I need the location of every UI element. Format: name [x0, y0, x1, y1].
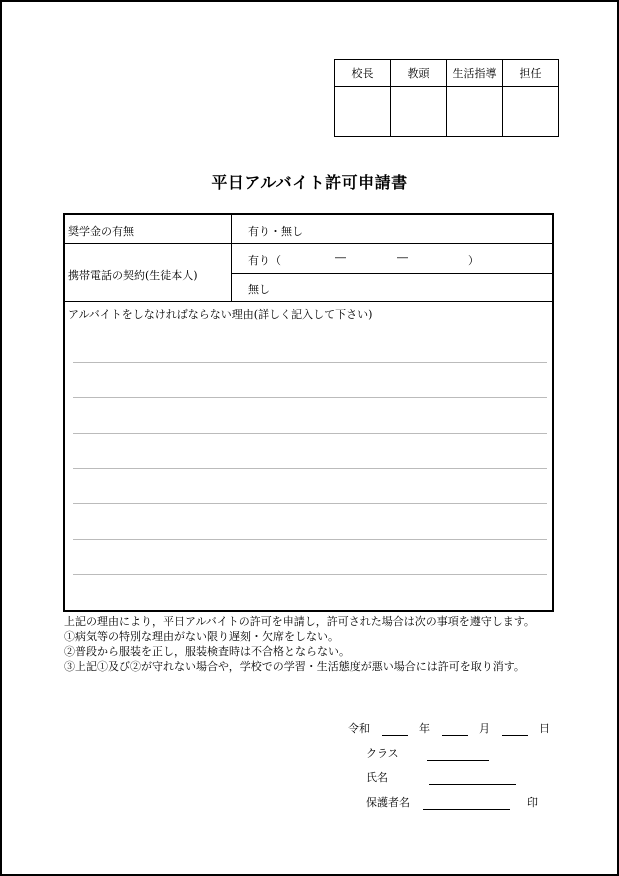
scholarship-options[interactable]: 有り・無し — [248, 225, 303, 238]
seal-mark[interactable]: 印 — [527, 796, 538, 809]
reason-write-line[interactable] — [73, 397, 547, 398]
phone-number-dash: ― — [335, 251, 346, 264]
day-field[interactable] — [502, 735, 528, 736]
reason-write-line[interactable] — [73, 433, 547, 434]
approval-stamp-box-homeroom[interactable] — [503, 87, 559, 137]
approval-header-vice-principal: 教頭 — [391, 60, 447, 87]
terms-item: ②普段から服装を正し，服装検査時は不合格とならない。 — [64, 645, 350, 658]
date-year-label: 年 — [419, 722, 430, 735]
phone-number-dash: ― — [397, 251, 408, 264]
phone-no-option[interactable]: 無し — [248, 283, 270, 296]
form-divider — [231, 215, 232, 301]
form-divider — [65, 301, 552, 302]
approval-header-principal: 校長 — [335, 60, 391, 87]
phone-yes-option[interactable]: 有り（ — [248, 254, 281, 267]
scholarship-label: 奨学金の有無 — [68, 225, 134, 238]
form-divider — [231, 273, 552, 274]
terms-item: ③上記①及び②が守れない場合や，学校での学習・生活態度が悪い場合には許可を取り消す。 — [64, 660, 525, 673]
phone-paren-close: ） — [468, 254, 479, 267]
guardian-name-field[interactable] — [423, 809, 510, 810]
guardian-label: 保護者名 — [366, 796, 410, 809]
approval-stamp-table — [334, 59, 559, 137]
terms-item: ①病気等の特別な理由がない限り遅刻・欠席をしない。 — [64, 630, 339, 643]
month-field[interactable] — [442, 735, 468, 736]
terms-section — [64, 614, 556, 674]
approval-stamp-box-principal[interactable] — [335, 87, 391, 137]
year-field[interactable] — [382, 735, 408, 736]
phone-contract-label: 携帯電話の契約(生徒本人) — [68, 269, 198, 282]
student-name-field[interactable] — [429, 784, 516, 785]
reason-write-line[interactable] — [73, 468, 547, 469]
date-day-label: 日 — [539, 722, 550, 735]
student-name-label: 氏名 — [366, 771, 388, 784]
terms-intro: 上記の理由により，平日アルバイトの許可を申請し，許可された場合は次の事項を遵守します。 — [64, 615, 535, 628]
student-name-line — [366, 769, 516, 785]
class-line — [366, 745, 489, 761]
reason-label: アルバイトをしなければならない理由(詳しく記入して下さい) — [68, 308, 373, 321]
reason-write-line[interactable] — [73, 503, 547, 504]
reason-write-line[interactable] — [73, 574, 547, 575]
reason-write-line[interactable] — [73, 362, 547, 363]
approval-stamp-box-student-guidance[interactable] — [447, 87, 503, 137]
approval-header-student-guidance: 生活指導 — [447, 60, 503, 87]
date-era: 令和 — [348, 722, 370, 735]
guardian-line — [366, 794, 538, 810]
reason-write-line[interactable] — [73, 539, 547, 540]
application-form — [63, 213, 554, 612]
class-label: クラス — [366, 747, 399, 760]
page-title: 平日アルバイト許可申請書 — [211, 173, 408, 192]
class-field[interactable] — [427, 760, 489, 761]
form-divider — [65, 243, 552, 244]
approval-header-homeroom: 担任 — [503, 60, 559, 87]
date-month-label: 月 — [479, 722, 490, 735]
date-line — [348, 720, 550, 736]
approval-stamp-box-vice-principal[interactable] — [391, 87, 447, 137]
